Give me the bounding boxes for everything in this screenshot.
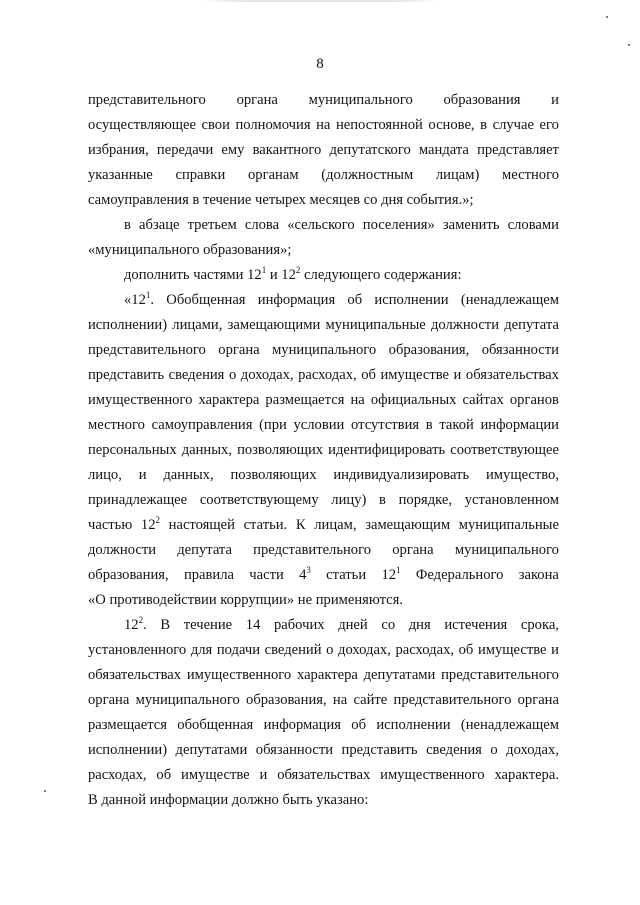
word: дней	[338, 617, 368, 633]
word: в	[124, 217, 131, 233]
text-line	[88, 713, 559, 738]
text-line	[88, 313, 559, 338]
word: имущество,	[485, 467, 559, 483]
word: замещающими	[227, 317, 321, 333]
word: со	[381, 617, 396, 633]
word: об	[458, 642, 474, 658]
text-run: дополнить частями 12	[124, 267, 262, 283]
word: имущественного	[380, 767, 485, 783]
word: установленном	[464, 492, 559, 508]
word: лицу)	[331, 492, 367, 508]
word: об	[361, 367, 376, 383]
word: течение	[183, 617, 233, 633]
word: такой	[439, 417, 474, 433]
word: $12^1$	[381, 565, 401, 583]
word: местного	[88, 417, 145, 433]
word: о	[228, 367, 237, 383]
word: $12^2$	[140, 515, 160, 533]
word: депутатами	[363, 667, 436, 683]
word: размещается	[88, 717, 167, 733]
word: доходах,	[240, 367, 294, 383]
word: сведения	[426, 742, 482, 758]
text-run: «О противодействии коррупции» не применяются.	[88, 592, 403, 608]
text-line	[88, 463, 559, 488]
word: К	[295, 517, 306, 533]
word: лицам)	[435, 167, 480, 183]
word: справки	[175, 167, 226, 183]
word: доходах,	[338, 642, 391, 658]
text-run: самоуправления в течение четырех месяцев со дня события.»;	[88, 192, 474, 208]
word: депутата	[177, 542, 232, 558]
page-number: 8	[316, 56, 324, 72]
text-line	[88, 88, 559, 113]
word: обобщенная	[177, 717, 254, 733]
word: расходах,	[395, 642, 455, 658]
word: в	[480, 117, 488, 133]
text-line	[88, 588, 559, 613]
superscript: 2	[138, 615, 144, 626]
word: замещающим	[365, 517, 451, 533]
text-line	[88, 163, 559, 188]
word: органа	[236, 92, 278, 108]
word: самоуправления	[151, 417, 253, 433]
superscript: 2	[295, 265, 301, 276]
word: словами	[507, 217, 559, 233]
word: свои	[201, 117, 230, 133]
word: В	[160, 617, 171, 633]
word: части	[249, 567, 284, 583]
word: «$12^1$.	[124, 290, 155, 308]
word: имущественного	[88, 392, 193, 408]
text-line	[88, 538, 559, 563]
word: представляет	[477, 142, 559, 158]
word: официальных	[370, 392, 457, 408]
word: настоящей	[168, 517, 235, 533]
superscript: 2	[155, 515, 160, 526]
text-line	[88, 388, 559, 413]
text-line	[88, 438, 559, 463]
word: его	[539, 117, 559, 133]
word: сведений	[264, 642, 322, 658]
word: депутатского	[329, 142, 411, 158]
word: поселения»	[362, 217, 435, 233]
word: подачи	[216, 642, 261, 658]
word: порядке,	[398, 492, 453, 508]
word: и	[551, 92, 559, 108]
word: $12^2$.	[124, 615, 147, 633]
word: соответствующему	[199, 492, 319, 508]
word: размещается	[265, 392, 345, 408]
word: на	[332, 692, 348, 708]
word: дня	[408, 617, 431, 633]
word: (ненадлежащем	[460, 717, 559, 733]
word: имуществе	[380, 367, 450, 383]
word: для	[190, 642, 213, 658]
word: осуществляющее	[88, 117, 196, 133]
word: об	[156, 767, 172, 783]
word: исполнении)	[88, 317, 168, 333]
word: исполнении	[376, 717, 451, 733]
word: представительного	[88, 342, 206, 358]
word: идентифицировать	[328, 442, 446, 458]
text-line	[88, 213, 559, 238]
word: органа	[218, 342, 260, 358]
word: доходах,	[506, 742, 559, 758]
word: представительного	[88, 92, 206, 108]
word: характера	[198, 392, 260, 408]
word: и	[138, 467, 147, 483]
word: на	[350, 392, 365, 408]
text-line	[88, 788, 559, 813]
word: рабочих	[273, 617, 325, 633]
word: (должностным	[321, 167, 414, 183]
word: отсутствия	[351, 417, 420, 433]
word: имущественного	[186, 667, 292, 683]
word: об	[351, 717, 367, 733]
word: информация	[263, 717, 341, 733]
word: об	[347, 292, 363, 308]
word: представить	[341, 742, 418, 758]
word: представительного	[253, 542, 372, 558]
word: органа	[392, 542, 434, 558]
word: муниципального	[135, 692, 240, 708]
word: третьем	[187, 217, 237, 233]
word: статьи.	[243, 517, 288, 533]
word: непостоянной	[335, 117, 423, 133]
word: обязательствах	[277, 767, 371, 783]
word: муниципального	[272, 342, 377, 358]
text-line	[88, 563, 559, 588]
word: и	[259, 767, 268, 783]
text-line	[88, 663, 559, 688]
text-line	[88, 638, 559, 663]
text-run: и 12	[266, 267, 296, 283]
word: органа	[517, 692, 559, 708]
word: местного	[502, 167, 559, 183]
word: принадлежащее	[88, 492, 188, 508]
word: лицами,	[172, 317, 223, 333]
word: правила	[183, 567, 234, 583]
word: расходах,	[88, 767, 147, 783]
text-line	[88, 113, 559, 138]
word: должности	[88, 542, 157, 558]
text-line	[88, 763, 559, 788]
word: характера.	[494, 767, 559, 783]
word: сайте	[353, 692, 388, 708]
text-line	[88, 363, 559, 388]
scan-mark	[44, 790, 46, 792]
scan-mark	[606, 16, 608, 18]
word: передачи	[156, 142, 214, 158]
word: условии	[293, 417, 345, 433]
word: образования	[443, 92, 521, 108]
scan-mark	[628, 44, 630, 46]
word: обязанности	[481, 342, 559, 358]
text-line	[88, 263, 559, 288]
word: на	[316, 117, 331, 133]
word: вакантного	[252, 142, 322, 158]
word: (при	[259, 417, 287, 433]
text-line	[88, 138, 559, 163]
word: исполнении	[374, 292, 449, 308]
word: лицам,	[314, 517, 357, 533]
word: персональных	[88, 442, 177, 458]
word: сайтах	[462, 392, 504, 408]
word: обязанности	[255, 742, 334, 758]
word: истечения	[444, 617, 508, 633]
word: случае	[492, 117, 534, 133]
text-line	[88, 513, 559, 538]
word: в	[425, 417, 433, 433]
word: полномочия	[235, 117, 311, 133]
word: заменить	[442, 217, 500, 233]
text-run: В данной информации должно быть указано:	[88, 792, 369, 808]
word: о	[490, 742, 498, 758]
text-line	[88, 613, 559, 638]
superscript: 1	[396, 565, 401, 576]
word: представительного	[393, 692, 512, 708]
word: исполнении)	[88, 742, 168, 758]
word: позволяющих	[230, 467, 317, 483]
text-line	[88, 238, 559, 263]
word: соответствующее	[450, 442, 559, 458]
word: индивидуализировать	[333, 467, 470, 483]
word: и	[453, 367, 462, 383]
word: избрания,	[88, 142, 149, 158]
text-line	[88, 738, 559, 763]
text-run: «муниципального образования»;	[88, 242, 292, 258]
text-line	[88, 338, 559, 363]
document-body	[88, 88, 559, 813]
superscript: 1	[261, 265, 267, 276]
word: образования,	[88, 567, 169, 583]
text-line	[88, 188, 559, 213]
word: расходах,	[298, 367, 357, 383]
word: в	[379, 492, 386, 508]
word: основе,	[428, 117, 475, 133]
word: лицо,	[88, 467, 122, 483]
word: данных,	[163, 467, 214, 483]
word: обязательствах	[88, 667, 182, 683]
word: депутата	[504, 317, 559, 333]
word: мандата	[418, 142, 469, 158]
text-line	[88, 488, 559, 513]
word: ему	[221, 142, 245, 158]
word: срока,	[520, 617, 559, 633]
word: должности	[430, 317, 499, 333]
word: информации	[480, 417, 559, 433]
word: характера	[296, 667, 358, 683]
text-run: следующего содержания:	[300, 267, 462, 283]
word: абзаце	[139, 217, 180, 233]
word: муниципального	[308, 92, 413, 108]
word: и	[551, 642, 559, 658]
word: образования,	[246, 692, 327, 708]
word: указанные	[88, 167, 153, 183]
word: Обобщенная	[166, 292, 246, 308]
word: о	[326, 642, 334, 658]
word: сведения	[168, 367, 225, 383]
word: муниципального	[454, 542, 559, 558]
text-line	[88, 288, 559, 313]
word: слова	[244, 217, 280, 233]
word: закона	[518, 567, 559, 583]
word: представительного	[441, 667, 559, 683]
word: «сельского	[287, 217, 355, 233]
text-line	[88, 688, 559, 713]
word: имуществе	[477, 642, 547, 658]
word: позволяющих	[237, 442, 324, 458]
word: представить	[88, 367, 165, 383]
word: имуществе	[181, 767, 250, 783]
word: депутатами	[175, 742, 248, 758]
word: органов	[509, 392, 559, 408]
word: муниципальные	[458, 517, 559, 533]
word: (ненадлежащем	[460, 292, 559, 308]
word: муниципальные	[325, 317, 426, 333]
word: органа	[88, 692, 130, 708]
word: органам	[248, 167, 299, 183]
superscript: 3	[306, 565, 311, 576]
word: $4^3$	[299, 565, 311, 583]
word: информация	[257, 292, 336, 308]
word: 14	[245, 617, 261, 633]
word: обязательствах	[465, 367, 559, 383]
text-line	[88, 413, 559, 438]
scan-edge-top	[200, 0, 440, 2]
word: данных,	[181, 442, 232, 458]
word: частью	[88, 517, 133, 533]
word: установленного	[88, 642, 187, 658]
word: образования,	[388, 342, 470, 358]
superscript: 1	[145, 290, 151, 301]
word: Федерального	[415, 567, 504, 583]
word: статьи	[326, 567, 367, 583]
